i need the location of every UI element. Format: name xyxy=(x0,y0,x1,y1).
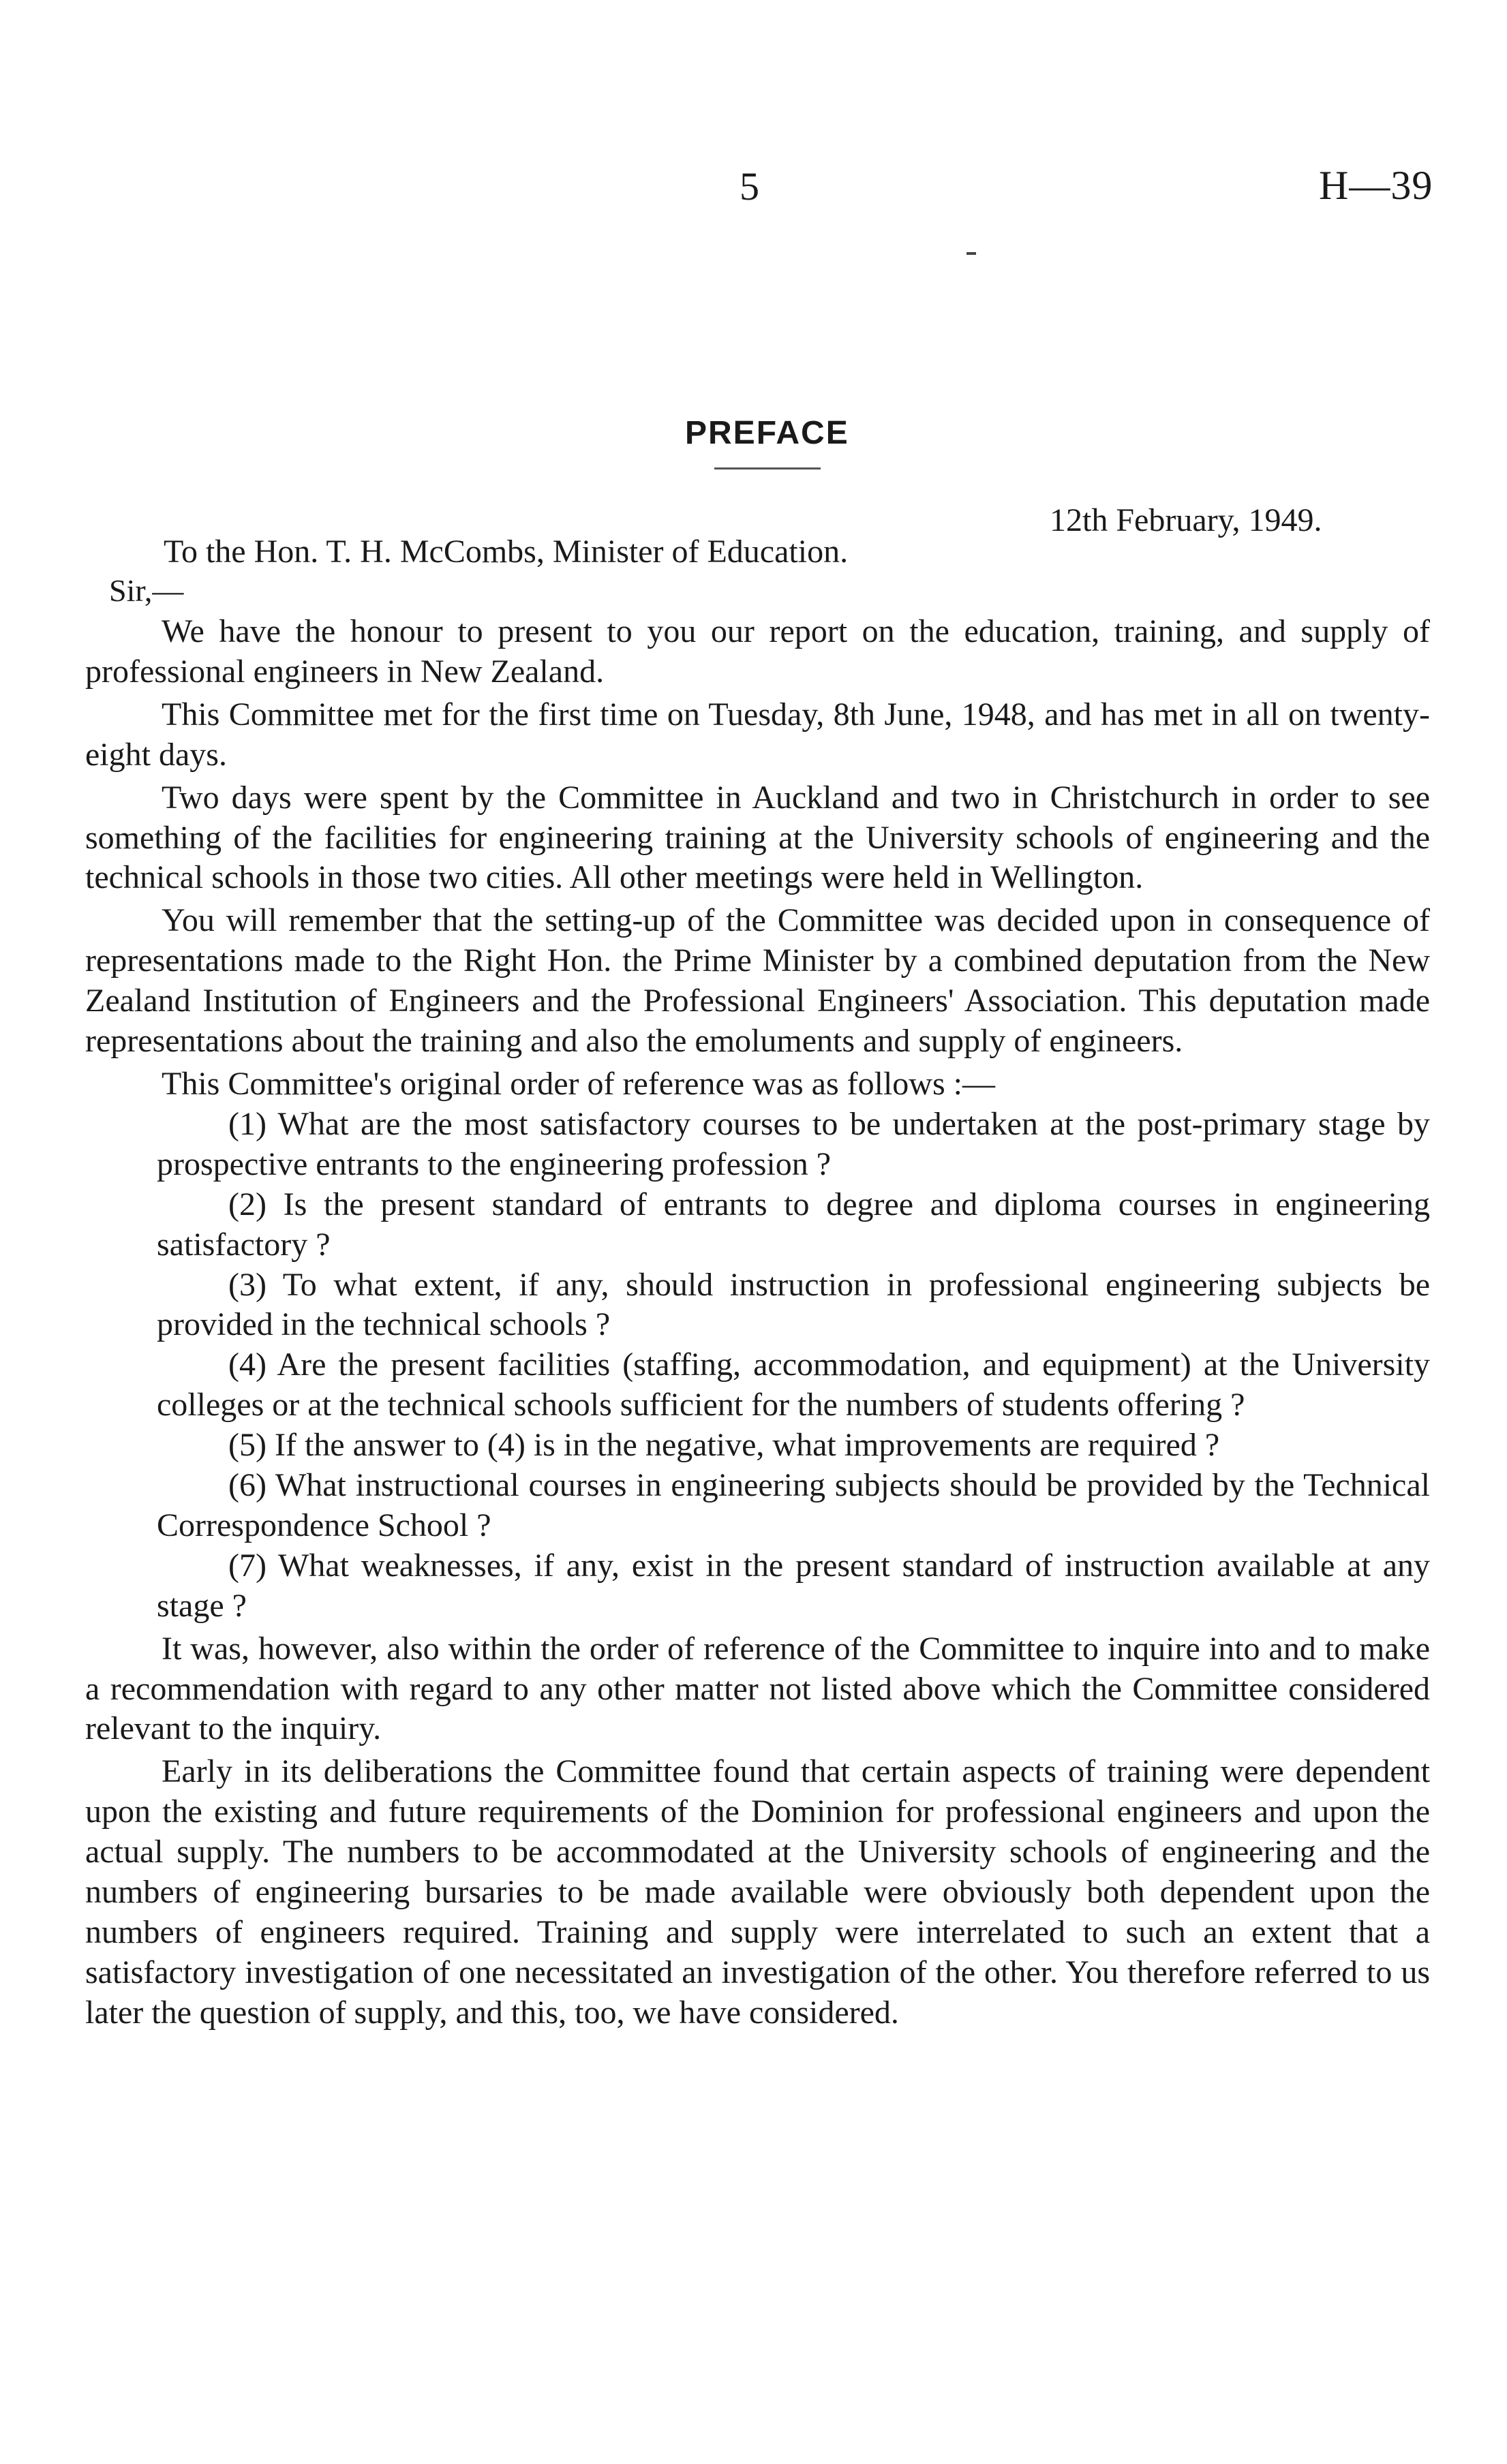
letter-body xyxy=(85,612,1430,2036)
question-item: (6) What instructional courses in engineering subjects should be provided by the Technical Correspondence School ? xyxy=(157,1467,1430,1543)
paragraph: Two days were spent by the Committee in Auckland and two in Christchurch in order to see something of the facilities for engineering training at the University schools of engineering and the technical schools in those two cities. All other meetings were held in Wellington. xyxy=(85,779,1430,896)
page-title: PREFACE xyxy=(685,415,849,451)
paragraph: You will remember that the setting-up of the Committee was decided upon in consequence of representations made to the Right Hon. the Prime Minister by a combined deputation from the New Zealand Institution of Engineers and the Professional Engineers' Association. This deputation made representations about the training and also the emoluments and supply of engineers. xyxy=(85,902,1430,1060)
paragraph: We have the honour to present to you our report on the education, training, and supply of professional engineers in New Zealand. xyxy=(85,613,1430,690)
letter-salutation: Sir,— xyxy=(109,573,184,608)
letter-date: 12th February, 1949. xyxy=(1050,502,1322,538)
question-item: (4) Are the present facilities (staffing, accommodation, and equipment) at the University colleges or at the technical schools sufficient for the numbers of students offering ? xyxy=(157,1346,1430,1423)
order-of-reference-list xyxy=(85,1105,1430,1627)
letter-addressee: To the Hon. T. H. McCombs, Minister of Education. xyxy=(164,534,849,570)
paragraph: This Committee met for the first time on Tuesday, 8th June, 1948, and has met in all on twenty-eight days. xyxy=(85,696,1430,773)
paragraph: It was, however, also within the order of reference of the Committee to inquire into and to make a recommendation with regard to any other matter not listed above which the Committee considered relevant to the inquiry. xyxy=(85,1630,1430,1747)
title-underline xyxy=(714,467,821,469)
paragraph: Early in its deliberations the Committee found that certain aspects of training were dependent upon the existing and future requirements of the Dominion for professional engineers and upon the actual supply. The numbers to be accommodated at the University schools of engineering and the numbers of engineering bursaries to be made available were obviously both dependent upon the numbers of engineers required. Training and supply were interrelated to such an extent that a satisfactory investigation of one necessitated an investigation of the other. You therefore referred to us later the question of supply, and this, too, we have considered. xyxy=(85,1753,1430,2031)
page-number: 5 xyxy=(740,164,759,209)
document-code: H—39 xyxy=(1319,163,1433,208)
question-item: (3) To what extent, if any, should instruction in professional engineering subjects be provided in the technical schools ? xyxy=(157,1266,1430,1343)
question-item: (2) Is the present standard of entrants to degree and diploma courses in engineering satisfactory ? xyxy=(157,1186,1430,1263)
paragraph: This Committee's original order of reference was as follows :— xyxy=(162,1065,995,1102)
print-mark xyxy=(966,252,976,255)
question-item: (7) What weaknesses, if any, exist in the present standard of instruction available at any stage ? xyxy=(157,1547,1430,1624)
question-item: (1) What are the most satisfactory courses to be undertaken at the post-primary stage by prospective entrants to the engineering profession ? xyxy=(157,1105,1430,1182)
question-item: (5) If the answer to (4) is in the negative, what improvements are required ? xyxy=(228,1427,1220,1464)
